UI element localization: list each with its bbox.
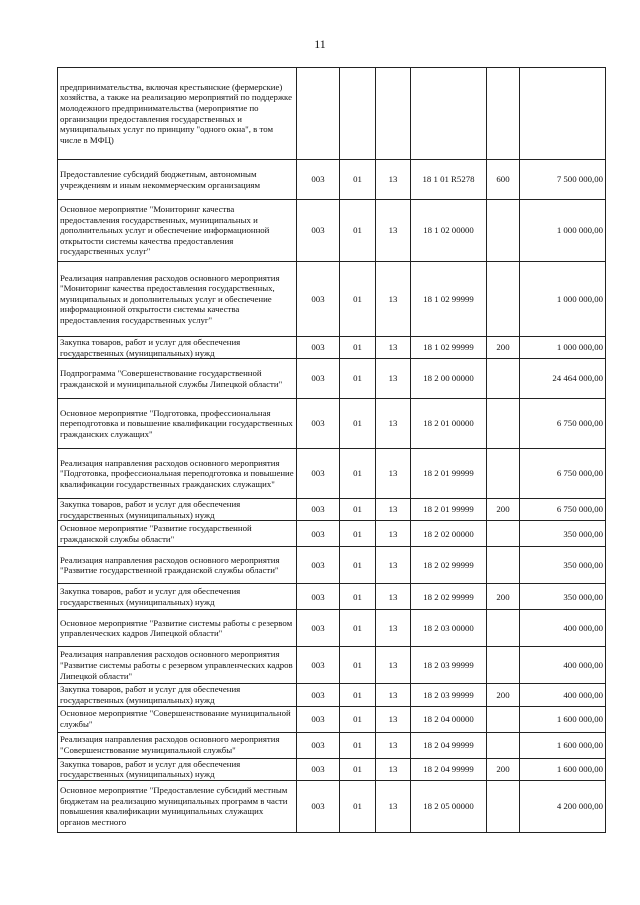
cell-pr: 13 xyxy=(376,359,411,399)
cell-sum: 1 600 000,00 xyxy=(520,758,606,780)
cell-pr: 13 xyxy=(376,706,411,732)
table-row xyxy=(58,399,606,449)
cell-vr: 600 xyxy=(487,160,520,200)
cell-pr xyxy=(376,68,411,160)
cell-vr xyxy=(487,521,520,547)
cell-vr: 200 xyxy=(487,684,520,706)
cell-vr xyxy=(487,200,520,262)
cell-ved: 003 xyxy=(297,200,340,262)
cell-rz: 01 xyxy=(340,521,376,547)
budget-table-body xyxy=(58,68,606,833)
cell-name: Основное мероприятие "Мониторинг качества предоставления государственных, муниципальных и дополнительных услуг и обеспечение информационной открытости системы качества предоставления государственных услуг" xyxy=(58,200,297,262)
table-row xyxy=(58,160,606,200)
cell-csr: 18 2 00 00000 xyxy=(411,359,487,399)
cell-name: Основное мероприятие "Развитие государственной гражданской службы области" xyxy=(58,521,297,547)
cell-vr: 200 xyxy=(487,337,520,359)
cell-vr xyxy=(487,262,520,337)
cell-vr xyxy=(487,706,520,732)
cell-sum: 400 000,00 xyxy=(520,647,606,684)
cell-name: Реализация направления расходов основного мероприятия "Совершенствование муниципальной службы" xyxy=(58,732,297,758)
cell-vr: 200 xyxy=(487,758,520,780)
cell-vr xyxy=(487,68,520,160)
cell-ved: 003 xyxy=(297,499,340,521)
cell-csr: 18 2 02 00000 xyxy=(411,521,487,547)
cell-csr: 18 2 02 99999 xyxy=(411,547,487,584)
cell-ved: 003 xyxy=(297,732,340,758)
cell-name: Реализация направления расходов основного мероприятия "Подготовка, профессиональная переподготовка и повышение квалификации государственных гражданских служащих" xyxy=(58,449,297,499)
page-number: 11 xyxy=(314,37,326,51)
cell-vr: 200 xyxy=(487,584,520,610)
table-row xyxy=(58,359,606,399)
cell-ved: 003 xyxy=(297,758,340,780)
table-row xyxy=(58,732,606,758)
cell-sum: 7 500 000,00 xyxy=(520,160,606,200)
cell-csr: 18 2 04 99999 xyxy=(411,758,487,780)
cell-sum: 350 000,00 xyxy=(520,584,606,610)
cell-rz: 01 xyxy=(340,647,376,684)
cell-name: Основное мероприятие "Подготовка, профессиональная переподготовка и повышение квалификации государственных гражданских служащих" xyxy=(58,399,297,449)
cell-vr xyxy=(487,610,520,647)
cell-csr: 18 1 02 99999 xyxy=(411,337,487,359)
cell-csr: 18 2 01 99999 xyxy=(411,449,487,499)
cell-rz: 01 xyxy=(340,610,376,647)
cell-name: Подпрограмма "Совершенствование государственной гражданской и муниципальной службы Липецкой области" xyxy=(58,359,297,399)
cell-pr: 13 xyxy=(376,160,411,200)
cell-pr: 13 xyxy=(376,732,411,758)
cell-csr: 18 2 01 99999 xyxy=(411,499,487,521)
cell-rz: 01 xyxy=(340,547,376,584)
cell-rz: 01 xyxy=(340,200,376,262)
cell-name: предпринимательства, включая крестьянские (фермерские) хозяйства, а также на реализацию мероприятий по поддержке молодежного предпринимательства (мероприятие по организации предоставления государственных и муниципальных услуг по принципу "одного окна", в том числе в МФЦ) xyxy=(58,68,297,160)
cell-ved: 003 xyxy=(297,337,340,359)
cell-pr: 13 xyxy=(376,780,411,832)
cell-name: Закупка товаров, работ и услуг для обеспечения государственных (муниципальных) нужд xyxy=(58,758,297,780)
cell-name: Закупка товаров, работ и услуг для обеспечения государственных (муниципальных) нужд xyxy=(58,584,297,610)
cell-name: Основное мероприятие "Развитие системы работы с резервом управленческих кадров Липецкой области" xyxy=(58,610,297,647)
cell-csr: 18 2 01 00000 xyxy=(411,399,487,449)
cell-csr: 18 2 04 00000 xyxy=(411,706,487,732)
cell-ved: 003 xyxy=(297,780,340,832)
budget-table xyxy=(57,67,606,833)
cell-vr xyxy=(487,359,520,399)
cell-rz: 01 xyxy=(340,160,376,200)
cell-pr: 13 xyxy=(376,499,411,521)
table-row xyxy=(58,547,606,584)
cell-name: Реализация направления расходов основного мероприятия "Мониторинг качества предоставления государственных, муниципальных и дополнительных услуг и обеспечение информационной открытости системы качества предоставления государственных услуг" xyxy=(58,262,297,337)
cell-csr xyxy=(411,68,487,160)
cell-rz: 01 xyxy=(340,399,376,449)
cell-pr: 13 xyxy=(376,584,411,610)
cell-rz: 01 xyxy=(340,262,376,337)
cell-rz: 01 xyxy=(340,449,376,499)
cell-pr: 13 xyxy=(376,758,411,780)
cell-csr: 18 2 03 00000 xyxy=(411,610,487,647)
table-row xyxy=(58,521,606,547)
cell-ved: 003 xyxy=(297,684,340,706)
table-row xyxy=(58,706,606,732)
cell-csr: 18 1 02 99999 xyxy=(411,262,487,337)
cell-sum: 6 750 000,00 xyxy=(520,499,606,521)
cell-rz: 01 xyxy=(340,732,376,758)
cell-rz: 01 xyxy=(340,584,376,610)
cell-name: Предоставление субсидий бюджетным, автономным учреждениям и иным некоммерческим организациям xyxy=(58,160,297,200)
cell-rz xyxy=(340,68,376,160)
cell-name: Основное мероприятие "Предоставление субсидий местным бюджетам на реализацию муниципальных программ в части повышения квалификации муниципальных служащих органов местного xyxy=(58,780,297,832)
cell-pr: 13 xyxy=(376,337,411,359)
cell-vr xyxy=(487,449,520,499)
cell-vr xyxy=(487,547,520,584)
cell-sum: 4 200 000,00 xyxy=(520,780,606,832)
table-row xyxy=(58,68,606,160)
cell-rz: 01 xyxy=(340,758,376,780)
cell-rz: 01 xyxy=(340,706,376,732)
cell-pr: 13 xyxy=(376,449,411,499)
cell-pr: 13 xyxy=(376,521,411,547)
cell-rz: 01 xyxy=(340,337,376,359)
cell-sum: 1 000 000,00 xyxy=(520,337,606,359)
cell-csr: 18 1 02 00000 xyxy=(411,200,487,262)
cell-csr: 18 2 04 99999 xyxy=(411,732,487,758)
cell-ved: 003 xyxy=(297,584,340,610)
cell-ved: 003 xyxy=(297,449,340,499)
table-row xyxy=(58,758,606,780)
cell-name: Реализация направления расходов основного мероприятия "Развитие системы работы с резервом управленческих кадров Липецкой области" xyxy=(58,647,297,684)
cell-vr xyxy=(487,732,520,758)
cell-csr: 18 2 03 99999 xyxy=(411,684,487,706)
cell-rz: 01 xyxy=(340,359,376,399)
cell-pr: 13 xyxy=(376,399,411,449)
cell-csr: 18 2 05 00000 xyxy=(411,780,487,832)
cell-pr: 13 xyxy=(376,200,411,262)
cell-sum: 350 000,00 xyxy=(520,547,606,584)
cell-csr: 18 2 03 99999 xyxy=(411,647,487,684)
cell-sum: 400 000,00 xyxy=(520,684,606,706)
table-row xyxy=(58,610,606,647)
cell-sum: 1 000 000,00 xyxy=(520,262,606,337)
table-row xyxy=(58,262,606,337)
cell-name: Реализация направления расходов основного мероприятия "Развитие государственной гражданской службы области" xyxy=(58,547,297,584)
table-row xyxy=(58,337,606,359)
table-row xyxy=(58,449,606,499)
cell-ved: 003 xyxy=(297,521,340,547)
cell-sum xyxy=(520,68,606,160)
cell-ved xyxy=(297,68,340,160)
cell-pr: 13 xyxy=(376,684,411,706)
table-row xyxy=(58,200,606,262)
cell-sum: 6 750 000,00 xyxy=(520,449,606,499)
table-row xyxy=(58,584,606,610)
cell-sum: 350 000,00 xyxy=(520,521,606,547)
cell-rz: 01 xyxy=(340,684,376,706)
cell-rz: 01 xyxy=(340,780,376,832)
cell-ved: 003 xyxy=(297,399,340,449)
cell-rz: 01 xyxy=(340,499,376,521)
cell-sum: 1 600 000,00 xyxy=(520,732,606,758)
table-row xyxy=(58,499,606,521)
cell-pr: 13 xyxy=(376,647,411,684)
cell-ved: 003 xyxy=(297,706,340,732)
cell-ved: 003 xyxy=(297,160,340,200)
cell-pr: 13 xyxy=(376,262,411,337)
cell-csr: 18 2 02 99999 xyxy=(411,584,487,610)
cell-sum: 1 600 000,00 xyxy=(520,706,606,732)
cell-sum: 6 750 000,00 xyxy=(520,399,606,449)
cell-ved: 003 xyxy=(297,359,340,399)
cell-pr: 13 xyxy=(376,547,411,584)
cell-sum: 1 000 000,00 xyxy=(520,200,606,262)
cell-sum: 400 000,00 xyxy=(520,610,606,647)
cell-name: Закупка товаров, работ и услуг для обеспечения государственных (муниципальных) нужд xyxy=(58,684,297,706)
cell-name: Закупка товаров, работ и услуг для обеспечения государственных (муниципальных) нужд xyxy=(58,337,297,359)
table-row xyxy=(58,684,606,706)
cell-sum: 24 464 000,00 xyxy=(520,359,606,399)
cell-ved: 003 xyxy=(297,262,340,337)
table-row xyxy=(58,780,606,832)
cell-vr xyxy=(487,647,520,684)
table-row xyxy=(58,647,606,684)
cell-csr: 18 1 01 R5278 xyxy=(411,160,487,200)
cell-vr xyxy=(487,399,520,449)
cell-name: Основное мероприятие "Совершенствование муниципальной службы" xyxy=(58,706,297,732)
cell-ved: 003 xyxy=(297,547,340,584)
cell-vr: 200 xyxy=(487,499,520,521)
cell-ved: 003 xyxy=(297,610,340,647)
cell-vr xyxy=(487,780,520,832)
cell-name: Закупка товаров, работ и услуг для обеспечения государственных (муниципальных) нужд xyxy=(58,499,297,521)
cell-ved: 003 xyxy=(297,647,340,684)
cell-pr: 13 xyxy=(376,610,411,647)
